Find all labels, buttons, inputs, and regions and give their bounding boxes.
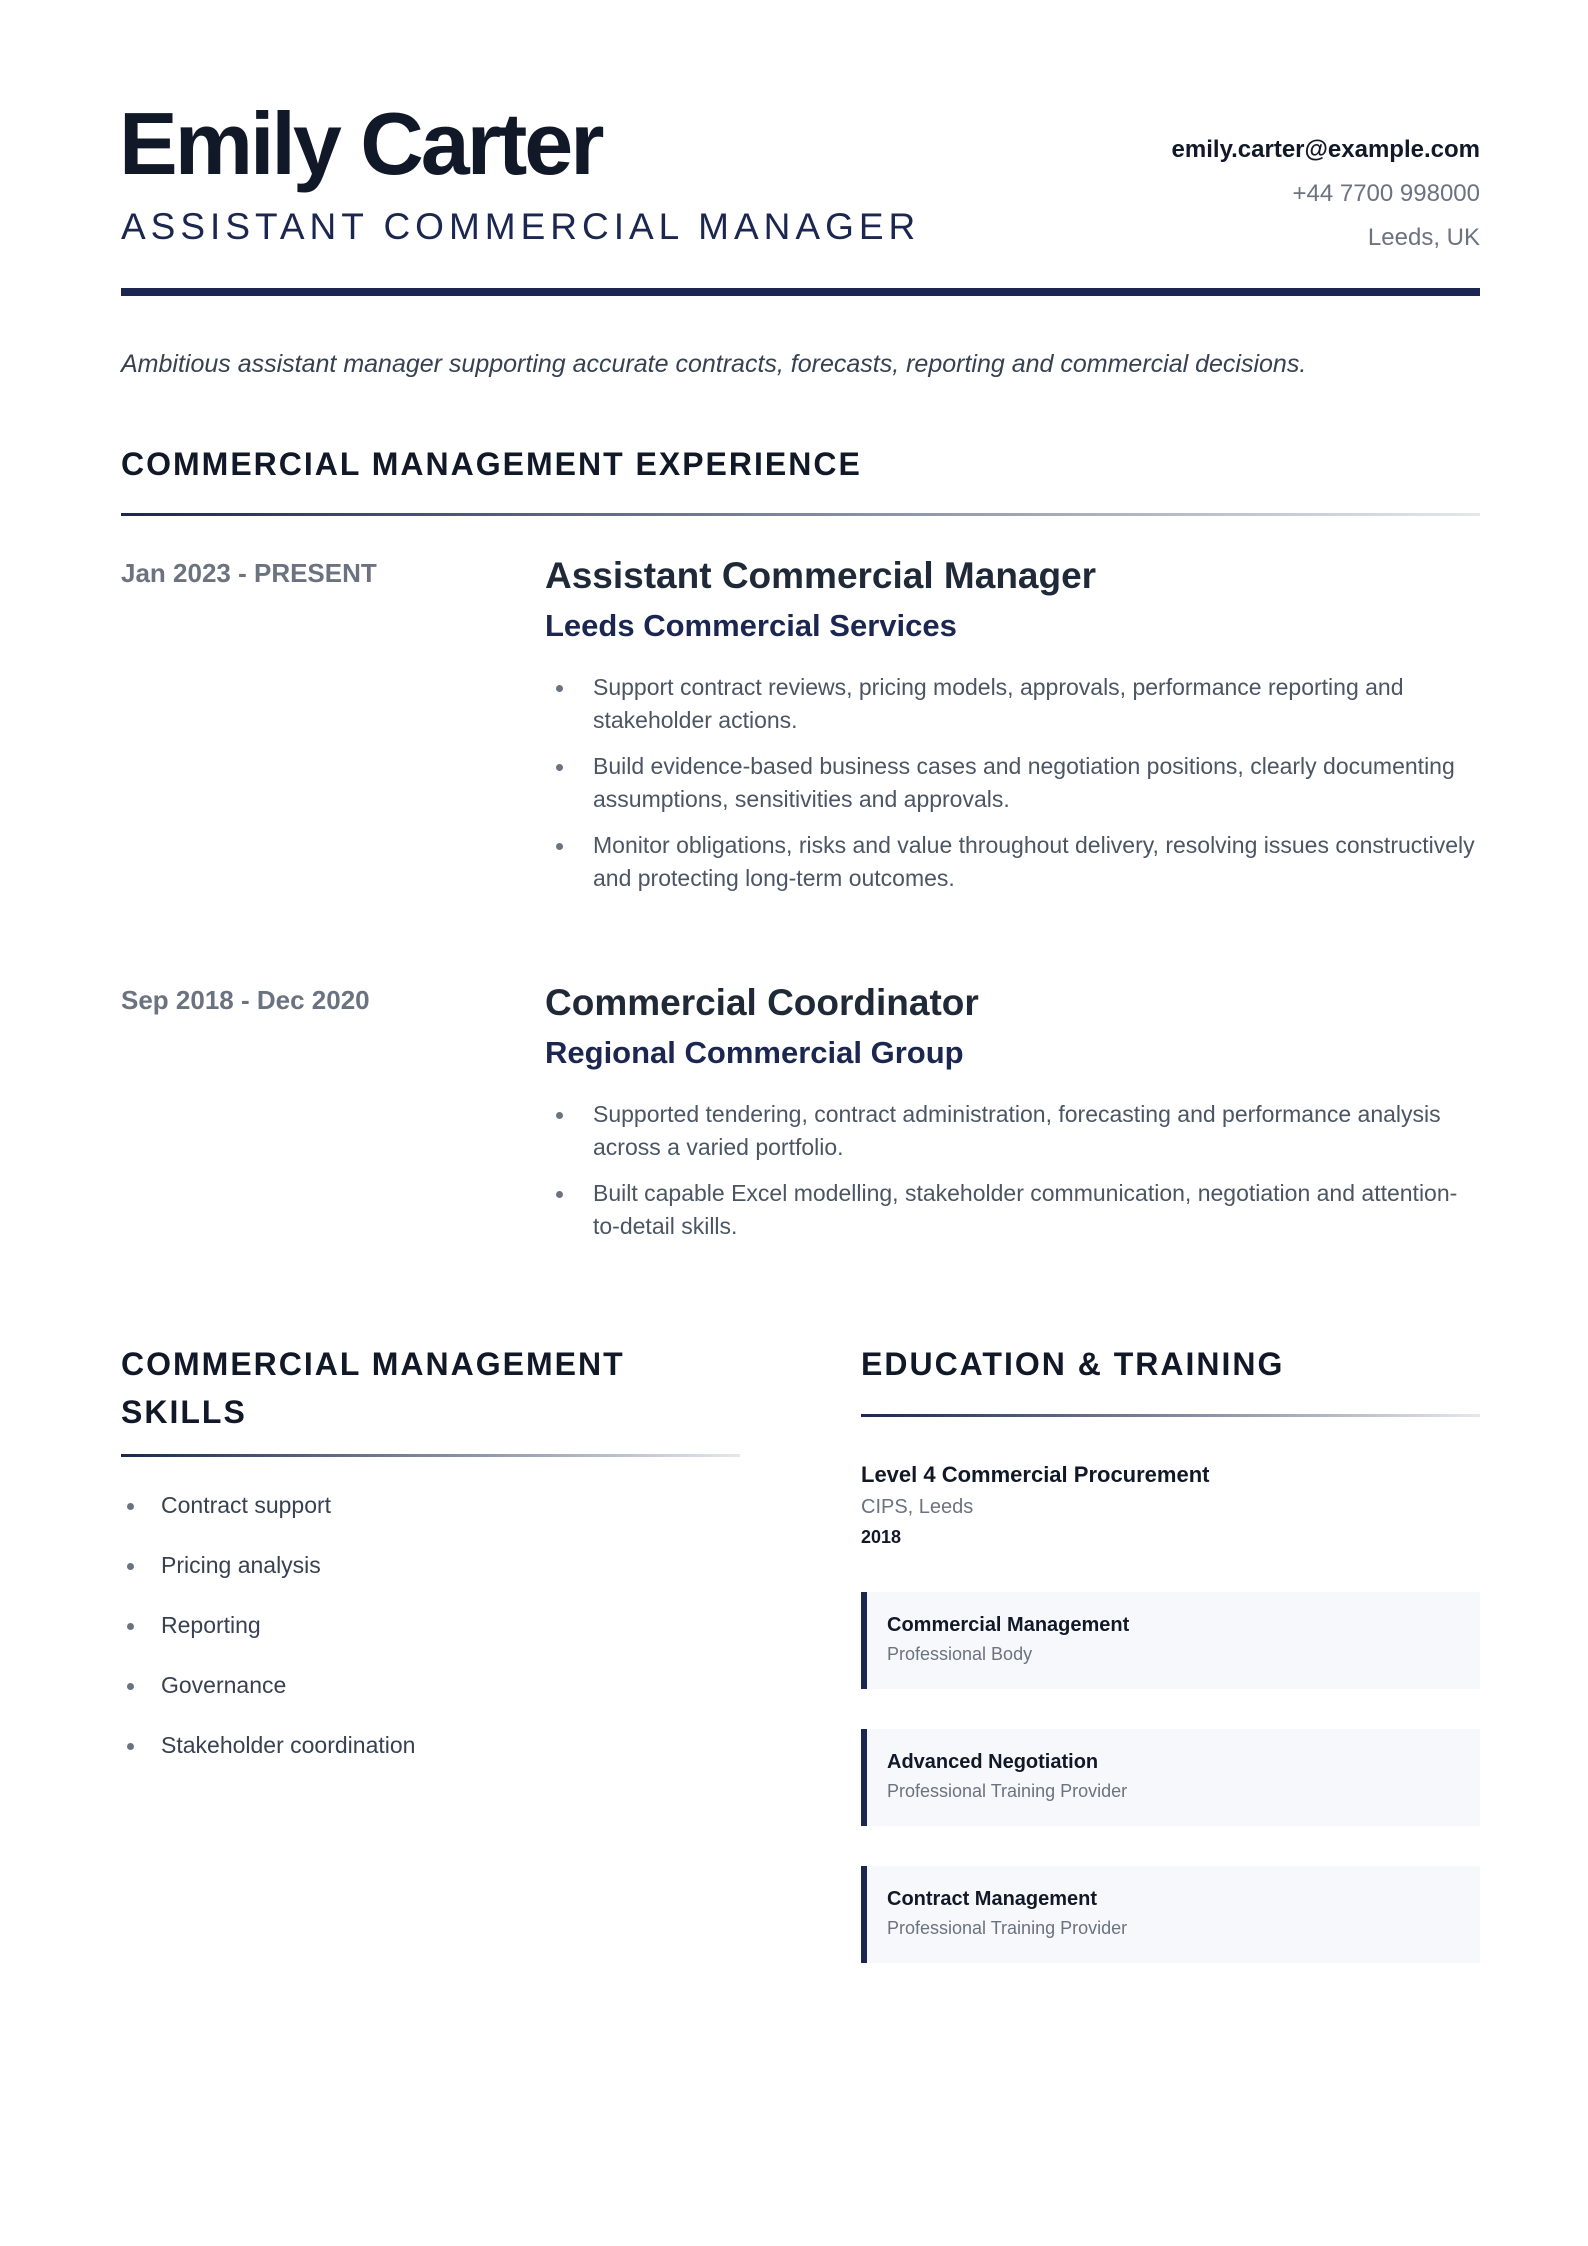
bullet-icon	[556, 843, 563, 850]
bullet-icon	[556, 685, 563, 692]
skills-heading: COMMERCIAL MANAGEMENT SKILLS	[121, 1346, 625, 1430]
institution-name: CIPS, Leeds	[861, 1496, 974, 1518]
qualification-year: 2018	[861, 1527, 902, 1547]
skills-list	[121, 1489, 740, 1761]
bullet-text: Built capable Excel modelling, stakeholder communication, negotiation and attention-to-detail skills.	[593, 1180, 1458, 1239]
certification-card	[861, 1592, 1480, 1689]
skill-text: Pricing analysis	[161, 1552, 321, 1578]
job-role: Commercial Coordinator	[545, 982, 979, 1023]
job-title: ASSISTANT COMMERCIAL MANAGER	[121, 206, 921, 247]
job-company: Leeds Commercial Services	[545, 608, 957, 643]
summary: Ambitious assistant manager supporting accurate contracts, forecasts, reporting and commercial decisions.	[121, 350, 1307, 378]
certification-provider: Professional Training Provider	[887, 1781, 1128, 1801]
bullet-icon	[127, 1503, 134, 1510]
job-bullets	[545, 1098, 1480, 1243]
skills-section	[121, 1340, 740, 1789]
job-dates: Sep 2018 - Dec 2020	[121, 985, 370, 1015]
certification-card	[861, 1866, 1480, 1963]
skill-item	[121, 1669, 740, 1701]
education-heading: EDUCATION & TRAINING	[861, 1346, 1285, 1382]
education-entry	[861, 1459, 1480, 1551]
bullet-icon	[556, 1112, 563, 1119]
job-dates: Jan 2023 - PRESENT	[121, 558, 377, 588]
certification-name: Contract Management	[887, 1888, 1098, 1910]
bullet-text: Build evidence-based business cases and negotiation positions, clearly documenting assumptions, sensitivities and approvals.	[593, 753, 1455, 812]
bullet-text: Support contract reviews, pricing models, approvals, performance reporting and stakeholder actions.	[593, 674, 1404, 733]
skill-item	[121, 1549, 740, 1581]
certification-name: Advanced Negotiation	[887, 1751, 1099, 1773]
job-bullet	[545, 1177, 1480, 1243]
experience-section-header	[121, 440, 1480, 516]
skill-item	[121, 1489, 740, 1521]
skill-item	[121, 1609, 740, 1641]
certification-provider: Professional Training Provider	[887, 1918, 1128, 1938]
header-divider	[121, 288, 1480, 296]
certification-provider: Professional Body	[887, 1644, 1033, 1664]
resume-header	[121, 92, 1480, 292]
job-bullet	[545, 829, 1480, 895]
bullet-icon	[127, 1623, 134, 1630]
bullet-icon	[127, 1743, 134, 1750]
job-body	[545, 980, 1480, 1256]
job-bullets	[545, 671, 1480, 895]
candidate-name: Emily Carter	[119, 94, 602, 193]
job-company: Regional Commercial Group	[545, 1035, 964, 1070]
skills-divider	[121, 1454, 740, 1457]
bullet-icon	[556, 764, 563, 771]
bullet-text: Supported tendering, contract administration, forecasting and performance analysis across a varied portfolio.	[593, 1101, 1441, 1160]
skill-text: Reporting	[161, 1612, 261, 1638]
qualification-name: Level 4 Commercial Procurement	[861, 1462, 1210, 1487]
job-body	[545, 553, 1480, 908]
job-role: Assistant Commercial Manager	[545, 555, 1097, 596]
bullet-text: Monitor obligations, risks and value throughout delivery, resolving issues constructively and protecting long-term outcomes.	[593, 832, 1475, 891]
bullet-icon	[127, 1563, 134, 1570]
phone-number: +44 7700 998000	[1292, 180, 1480, 207]
resume-page	[121, 0, 1480, 2246]
job-bullet	[545, 671, 1480, 737]
email-link[interactable]: emily.carter@example.com	[1171, 136, 1480, 163]
skill-text: Contract support	[161, 1492, 332, 1518]
certification-name: Commercial Management	[887, 1614, 1130, 1636]
skill-text: Governance	[161, 1672, 287, 1698]
education-divider	[861, 1414, 1480, 1417]
skill-item	[121, 1729, 740, 1761]
experience-heading: COMMERCIAL MANAGEMENT EXPERIENCE	[121, 446, 862, 482]
job-bullet	[545, 1098, 1480, 1164]
experience-divider	[121, 513, 1480, 516]
contact-block	[1172, 128, 1480, 260]
certification-card	[861, 1729, 1480, 1826]
location: Leeds, UK	[1367, 224, 1480, 251]
bullet-icon	[556, 1191, 563, 1198]
skill-text: Stakeholder coordination	[161, 1732, 416, 1758]
job-bullet	[545, 750, 1480, 816]
education-section	[861, 1340, 1480, 1963]
bullet-icon	[127, 1683, 134, 1690]
